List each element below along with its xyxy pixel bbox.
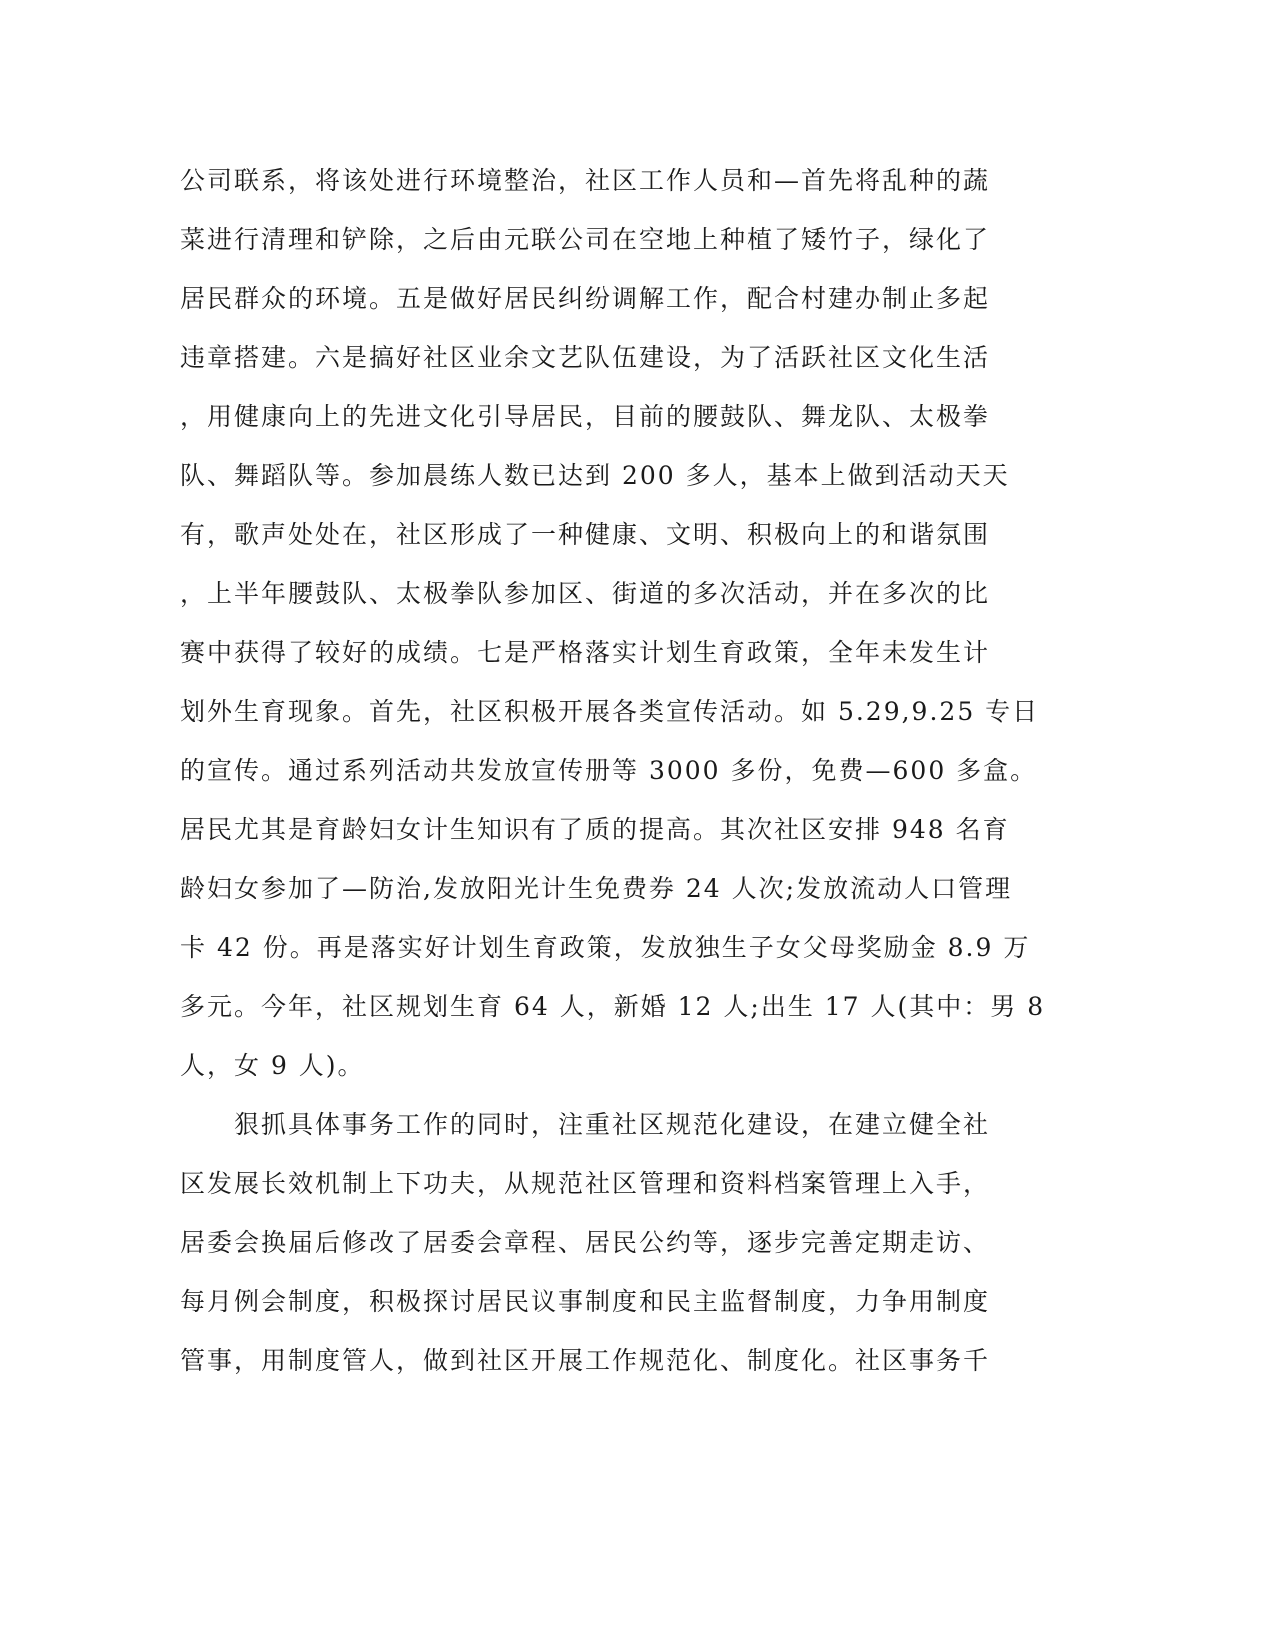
text-line: 违章搭建。六是搞好社区业余文艺队伍建设，为了活跃社区文化生活 (180, 343, 991, 372)
text-line: 管事，用制度管人，做到社区开展工作规范化、制度化。社区事务千 (180, 1346, 991, 1375)
text-line: 公司联系，将该处进行环境整治，社区工作人员和—首先将乱种的蔬 (180, 166, 991, 195)
text-line: 居民尤其是育龄妇女计生知识有了质的提高。其次社区安排 948 名育 (180, 815, 1010, 844)
text-line: 居委会换届后修改了居委会章程、居民公约等，逐步完善定期走访、 (180, 1228, 991, 1257)
text-line: 赛中获得了较好的成绩。七是严格落实计划生育政策，全年未发生计 (180, 638, 991, 667)
text-line: 居民群众的环境。五是做好居民纠纷调解工作，配合村建办制止多起 (180, 284, 991, 313)
text-line: ，上半年腰鼓队、太极拳队参加区、街道的多次活动，并在多次的比 (180, 579, 991, 608)
text-line: 人，女 9 人)。 (180, 1051, 365, 1080)
text-line: 菜进行清理和铲除，之后由元联公司在空地上种植了矮竹子，绿化了 (180, 225, 991, 254)
text-line: 有，歌声处处在，社区形成了一种健康、文明、积极向上的和谐氛围 (180, 520, 991, 549)
text-line: ，用健康向上的先进文化引导居民，目前的腰鼓队、舞龙队、太极拳 (180, 402, 991, 431)
text-line: 的宣传。通过系列活动共发放宣传册等 3000 多份，免费—600 多盒。 (180, 756, 1038, 785)
text-line: 划外生育现象。首先，社区积极开展各类宣传活动。如 5.29,9.25 专日 (180, 697, 1040, 726)
text-line: 龄妇女参加了—防治,发放阳光计生免费券 24 人次;发放流动人口管理 (180, 874, 1013, 903)
text-line: 队、舞蹈队等。参加晨练人数已达到 200 多人，基本上做到活动天天 (180, 461, 1010, 490)
text-line: 狠抓具体事务工作的同时，注重社区规范化建设，在建立健全社 (180, 1110, 991, 1139)
text-line: 区发展长效机制上下功夫，从规范社区管理和资料档案管理上入手， (180, 1169, 991, 1198)
text-line: 多元。今年，社区规划生育 64 人，新婚 12 人;出生 17 人(其中：男 8 (180, 992, 1046, 1021)
text-line: 每月例会制度，积极探讨居民议事制度和民主监督制度，力争用制度 (180, 1287, 991, 1316)
text-line: 卡 42 份。再是落实好计划生育政策，发放独生子女父母奖励金 8.9 万 (180, 933, 1031, 962)
